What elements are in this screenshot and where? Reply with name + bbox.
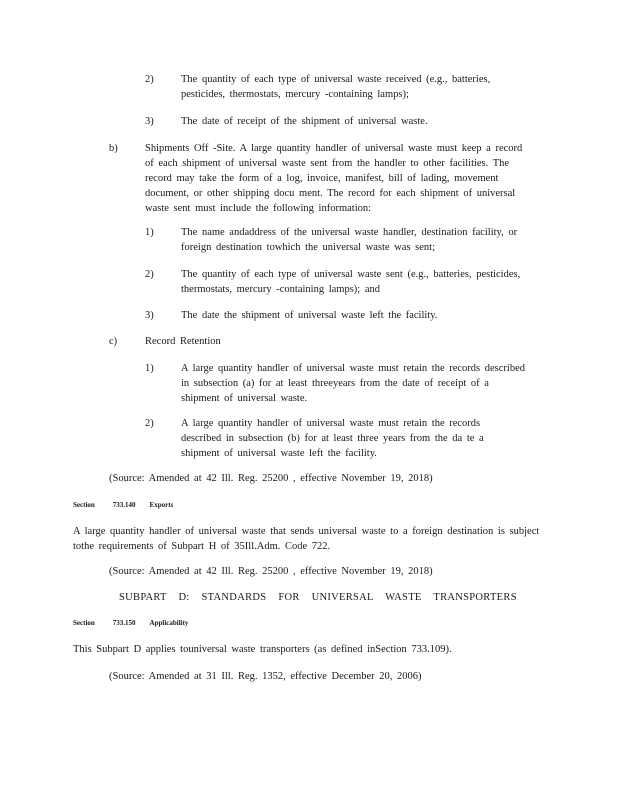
section-body: This Subpart D applies touniversal waste transporters (as defined inSection 733.109). [73,644,452,655]
list-item-text: A large quantity handler of universal waste must retain the records described in subsection (b) for at least three years from the da te a shipment of universal waste left the facility. [181,418,484,459]
section-title: Applicability [149,619,189,627]
subpart-heading: SUBPART D: STANDARDS FOR UNIVERSAL WASTE TRANSPORTERS [119,592,517,603]
item-number: 3) [145,116,154,127]
subsection-heading: Record Retention [145,336,221,347]
section-body: A large quantity handler of universal waste that sends universal waste to a foreign destination is subject tothe requirements of Subpart H of 35Ill.Adm. Code 722. [73,526,540,552]
list-item-text: The quantity of each type of universal waste sent (e.g., batteries, pesticides, thermostats, mercury -containing lamps); and [181,269,521,295]
list-item-text: The date of receipt of the shipment of universal waste. [181,116,428,127]
source-note: (Source: Amended at 42 Ill. Reg. 25200 , effective November 19, 2018) [109,566,433,577]
list-item-text: The date the shipment of universal waste left the facility. [181,310,438,321]
item-number: 1) [145,363,154,374]
section-title: Exports [149,501,174,509]
list-item-text: The name andaddress of the universal waste handler, destination facility, or foreign destination towhich the universal waste was sent; [181,227,518,253]
item-number: 2) [145,74,154,85]
list-item-text: The quantity of each type of universal waste received (e.g., batteries, pesticides, thermostats, mercury -containing lamps); [181,74,491,100]
item-number: 3) [145,310,154,321]
section-word: Section [73,501,95,509]
source-note: (Source: Amended at 31 Ill. Reg. 1352, effective December 20, 2006) [109,671,422,682]
section-word: Section [73,619,95,627]
section-heading [73,499,173,511]
subsection-label: c) [109,336,118,347]
item-number: 1) [145,227,154,238]
item-number: 2) [145,269,154,280]
list-item-text: A large quantity handler of universal waste must retain the records described in subsection (a) for at least threeyears from the date of receipt of a shipment of universal waste. [181,363,525,404]
subsection-label: b) [109,143,118,154]
section-number: 733.140 [112,501,136,509]
item-number: 2) [145,418,154,429]
section-heading [73,617,188,629]
source-note: (Source: Amended at 42 Ill. Reg. 25200 , effective November 19, 2018) [109,473,433,484]
subsection-text: Shipments Off -Site. A large quantity handler of universal waste must keep a record of each shipment of universal waste sent from the handler to other facilities. The record may take the form of a log, invoice, manifest, bill of lading, movement document, or other shipping docu ment. The record for each shipment of universal waste sent must include the following information: [145,143,523,214]
section-number: 733.150 [112,619,136,627]
